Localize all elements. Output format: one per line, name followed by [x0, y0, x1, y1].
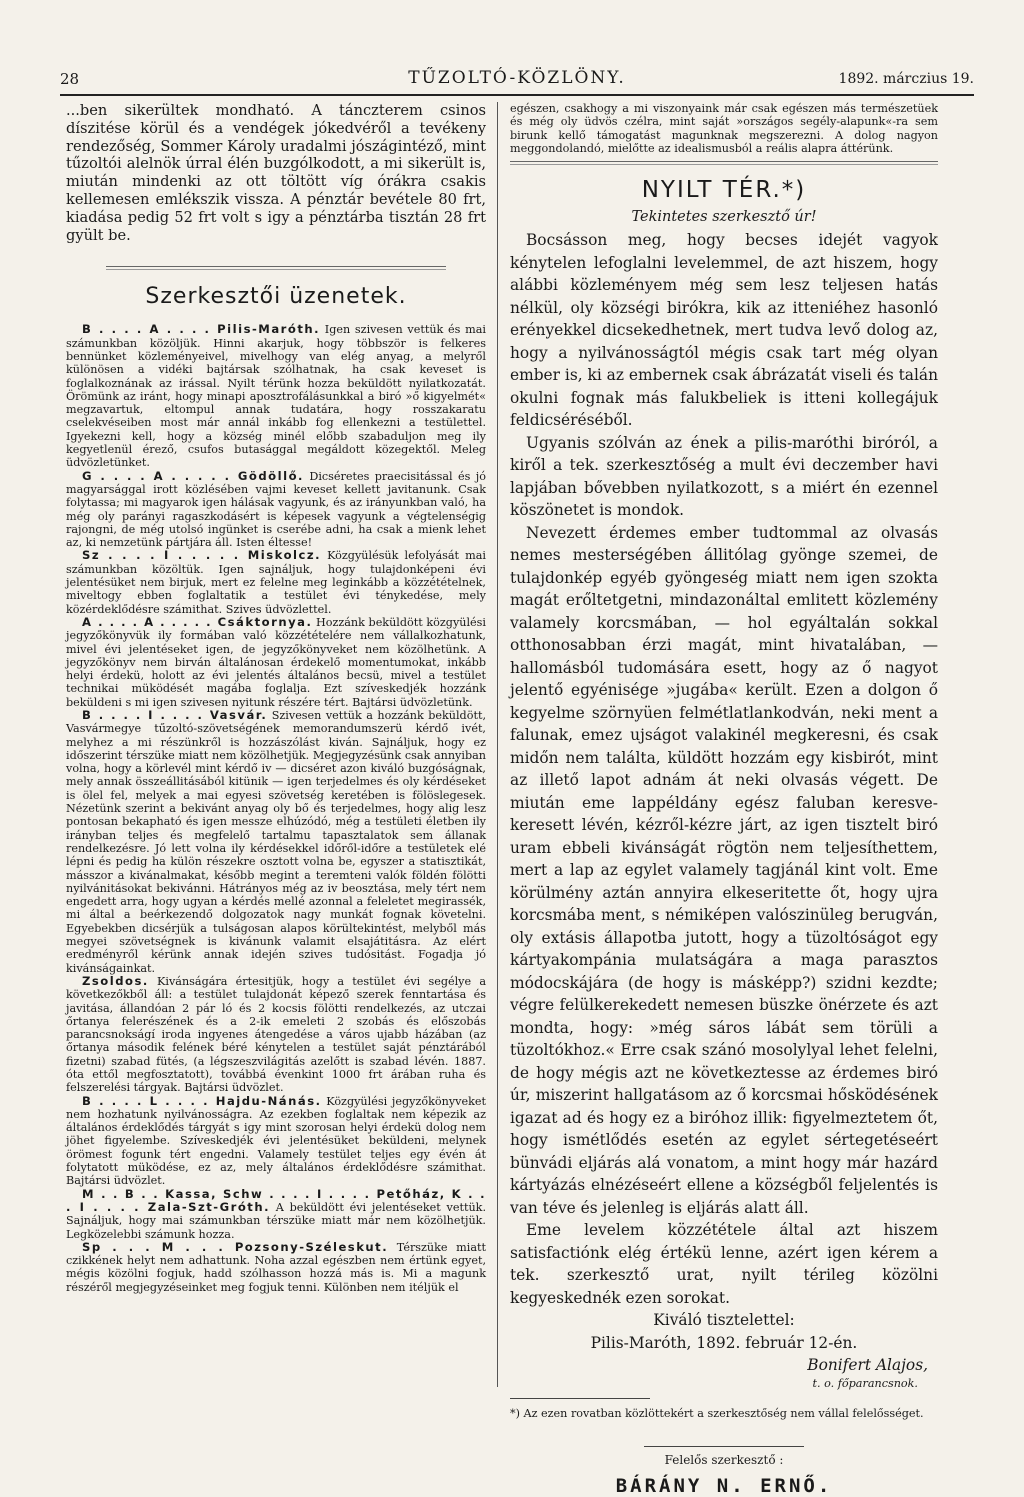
- intro-paragraph: ...ben sikerültek mondható. A tánczterem csinos díszitése körül és a vendégek jókedvéről a tevékeny rendezőség, Sommer Károly uradalmi jószágintéző, mint tűzoltói alelnök úrral élén buzgólkodott, a mi sikerült is, miután mindenki az ott töltött víg órákra csakis kellemesen emlékszik vissza. A pénztár bevétele 80 frt, kiadása pedig 52 frt volt s igy a pénztárba tisztán 28 frt gyült be.: [66, 102, 486, 244]
- letter-paragraph: Ugyanis szólván az ének a pilis-maróthi biróról, a kiről a tek. szerkesztőség a mult évi deczember havi lapjában bővebben nyilatkozott, s a miért én ezennel köszönetet is mondok.: [510, 433, 938, 520]
- message-text: Közgyülési jegyzőkönyveket nem hozhatunk nyilvánosságra. Az ezekben foglaltak nem képezik az általános érdeklődés tárgyát s igy mint szorosan helyi érdekü dolog nem jöhet figyelembe. Szíveskedjék évi jelentésüket beküldeni, melynek örömest fogunk tért engedni. Valamely testület teljes egy évén át folytatott müködése, ez az, mely általános érdeklődésre számithat. Bajtársi üdvözlet.: [66, 1094, 486, 1188]
- message-item: [66, 1241, 486, 1294]
- editor-label: Felelős szerkesztő :: [664, 1452, 784, 1467]
- signature: Bonifert Alajos,: [807, 1356, 928, 1375]
- editor-rule: [644, 1446, 804, 1447]
- message-heading: Zsoldos.: [82, 973, 149, 988]
- salutation: Tekintetes szerkesztő úr!: [631, 209, 817, 226]
- message-item: [66, 975, 486, 1095]
- message-text: A beküldött évi jelentéseket vettük. Sajnáljuk, hogy mai számunkban térszüke miatt már nem közölhetjük. Legközelebbi számunk hozza.: [66, 1200, 486, 1241]
- page-number: 28: [60, 70, 80, 88]
- footnote: *) Az ezen rovatban közlöttekért a szerkesztőség nem vállal felelősséget.: [510, 1406, 924, 1420]
- letter-paragraph: Eme levelem közzététele által azt hiszem satisfactiónk elég értékü lenne, azért igen kérem a tek. szerkesztő urat, nyilt térileg közölni kegyeskednék ezen sorokat.: [510, 1221, 938, 1307]
- issue-date: 1892. márczius 19.: [838, 71, 974, 87]
- letter-paragraph: Nevezett érdemes ember tudtommal az olvasás nemes mesterségében állitólag gyönge szemei, de tulajdonkép egyéb gyöngeség miatt nem igen szokta magát erőltetgetni, mindazonáltal emlitett közlemény valamely korcsmában, — hol egyáltalán sokkal otthonosabban érzi magát, mint hivatalában, — hallomásból tudomására esett, hogy az ő nagyot jelentő egyénisége »jugába« került. Ezen a dolgon ő kegyelme szörnyüen felmétlatlankodván, neki ment a falunak, emez ujságot valakinél megkeresni, és csak midőn nem találta, küldött hozzám egy kisbirót, mint az illető lapot adnám át neki olvasás végett. De miután eme lappéldány egész faluban keresve-keresett lévén, kézről-kézre járt, az igen tisztelt biró uram ebbeli kivánságát rögtön nem teljesíthettem, mert a lap az egylet valamely tagjánál kint volt. Eme körülmény aztán annyira elkeseritette őt, hogy ujra korcsmába ment, s némiképen valószinüleg berugván, oly extásis állapotba jutott, hogy a tüzoltóságot egy kártyakompánia mulatságára a maga parasztos módocskájára (de hogy is másképp?) szidni kezdte; végre felülkerekedett nemesen büszke önérzete és azt mondta, hogy: »még sáros lábát sem törüli a tüzoltókhoz.« Erre csak szánó mosolylyal lehet felelni, de hogy mégis azt ne következtesse az érdemes biró úr, miszerint hallgatásom az ő korcsmai hősködésének igazat ad és hogy ez a biróhoz illik: figyelmeztetem őt, hogy ismétlődés esetén az egylet sértegetéseért bünvádi eljárás alá vonatom, a mint hogy már hazárd kártyázás elnézéseért ellene a községből feljelentés is van téve és jelenleg is eljárás alatt áll.: [510, 523, 938, 1217]
- message-item: [66, 709, 486, 975]
- message-text: Igen szivesen vettük és mai számunkban közöljük. Hinni akarjuk, hogy többször is felkeres bennünket közleményeivel, mivelhogy van elég anyag, a melyről különösen a vidéki bajtársak szólhatnak, ha csak keveset is foglalkoznának az irással. Nyilt térünk hozza beküldött nyilatkozatát. Örömünk az iránt, hogy minapi aposztrofálásunkkal a biró »ő kigyelmét« megzavartuk, eltompul annak tudatára, hogy rosszakaratu cselekvéseiben most már annál inkább fog ellenkezni a testülettel. Igyekezni kell, hogy a község minél előbb szabaduljon meg ily kegyetlenül érező, csufos butasággal megáldott közegektől. Meleg üdvözletünket.: [66, 323, 486, 470]
- footnote-rule: [510, 1398, 650, 1399]
- message-text: Közgyülésük lefolyását mai számunkban közöltük. Igen sajnáljuk, hogy tulajdonképeni évi jelentésüket nem birjuk, mert ez felelne meg leginkább a közzétételnek, miveltogy ebben foglaltatik a testület évi ténykedése, mely közérdeklődésre számithat. Szives üdvözlettel.: [66, 549, 486, 616]
- message-heading: B . . . . I . . . . Vasvár.: [82, 707, 268, 722]
- editor-name: BÁRÁNY N. ERNŐ.: [615, 1474, 833, 1497]
- message-heading: G . . . . A . . . . . Gödöllő.: [82, 468, 304, 483]
- continued-text: egészen, csakhogy a mi viszonyaink már csak egészen más természetüek és még oly üdvös czélra, mint saját »országos segély-alapunk«-ra sem birunk kellő támogatást magunknak megszerezni. A dolog nagyon meggondolandó, mielőtte az idealismusból a reális alapra áttérünk.: [510, 102, 938, 155]
- message-heading: B . . . . A . . . . Pilis-Maróth.: [82, 322, 321, 337]
- closing: Kiváló tisztelettel:: [653, 1311, 795, 1330]
- message-item: [66, 323, 486, 469]
- message-text: Szivesen vettük a hozzánk beküldött, Vasvármegye tűzoltó-szövetségének memorandumszerü kérdő ivét, melyhez a mi részünkről is hozzászólást kiván. Sajnáljuk, hogy ez időszerint térszüke miatt nem közölhetjük. Megjegyzésünk csak annyiban volna, hogy a körlevél mint kérdő iv — dicséret azon kiváló buzgóságnak, mely annak összeállitásából kitünik — igen terjedelmes és oly kérdéseket is ölel fel, melyek a mai egyesi szövetség keretében is fölöslegesek. Nézetünk szerint a bekivánt anyag oly bő és terjedelmes, hogy alig lesz pontosan bekapható és igen messze elhúzódó, még a testületi életben ily irányban teljes és megfelelő tartalmu tapasztalatok sem állanak rendelkezésre. Jó lett volna ily kérdésekkel időről-időre a testületek elé lépni és pedig ha külön részekre osztott volna be, egyszer a statisztikát, másszor a kivánalmakat, később megint a teremteni valók földén fölötti nyilvánitásokat bekivánni. Hátrányos még az iv beosztása, mely tért nem engedett arra, hogy ugyan a kérdés mellé azonnal a feleletet megirassék, mi által a beérkezendő dolgozatok nagy munkát fognak követelni. Egyebekben dicsérjük a tulságosan alapos körültekintést, melyből más megyei szövetségnek is kivánunk valamit elsajátitásra. Az elért eredményről kérünk annak idején szives tudósitást. Fogadja jó kivánságainkat.: [66, 708, 486, 975]
- message-item: [66, 470, 486, 550]
- letter-body: [510, 229, 938, 1309]
- right-column: [510, 102, 938, 1497]
- editor-messages: [66, 323, 486, 1294]
- page-header: [60, 62, 974, 96]
- section-rule: [106, 266, 446, 270]
- message-text: Térszüke miatt czikkének helyt nem adhattunk. Noha azzal egészben nem értünk egyet, mégis közölni fogjuk, hadd szólhasson hozzá más is. Mi a magunk részéről megjegyzéseinket meg fogjuk tenni. Különben nem itéljük el: [66, 1240, 486, 1294]
- message-text: Hozzánk beküldött közgyülési jegyzőkönyvük ily formában való közzétételére nem vállalkozhatunk, mivel évi jelentéseket igen, de jegyzőkönyveket nem közölhetünk. A jegyzőkönyv nem birván általánosan érdekelő momentumokat, inkább helyi érdekü, holott az évi jelentés általános becsü, mivel a testület technikai müködését magába foglalja. Ezt szíveskedjék hozzánk beküldeni s mi igen szivesen nyitunk részére tért. Bajtársi üdvözletünk.: [66, 615, 486, 709]
- message-heading: M . . B . . Kassa, Schw . . . . I . . . . Petőház, K . . . I . . . . Zala-Szt-Gróth.: [66, 1186, 486, 1214]
- message-heading: Sz . . . . I . . . . . Miskolcz.: [82, 548, 322, 563]
- section-rule: [510, 161, 938, 165]
- message-heading: Sp . . . M . . . Pozsony-Széleskut.: [82, 1239, 389, 1254]
- message-text: Kivánságára értesitjük, hogy a testület évi segélye a következőkből áll: a testület tulajdonát képező szerek fenntartása és javitása, állandóan 2 pár ló és 2 kocsis fölötti rendelkezés, az utczai őrtanya felerészének és a 2-ik emeleti 2 szobás és előszobás parancsnokságí iroda ingyenes átengedése a város ujabb házában (az őrtanya második felének béré kénytelen a testület saját pénztárából fizetni) szabad fütés, (a légszeszvilágitás azelőtt is szabad lévén. 1887. óta ettől megfosztatott), továbbá évenkint 1000 frt árában ruha és felszerelési tárgyak. Bajtársi üdvözlet.: [66, 974, 486, 1095]
- message-item: [66, 1095, 486, 1188]
- letter-paragraph: Bocsásson meg, hogy becses idejét vagyok kénytelen lefoglalni levelemmel, de azt hiszem, hogy alábbi közleményem még sem lesz teljesen hatás nélkül, oly községi birókra, kik az itteniéhez hasonló erényekkel dicsekedhetnek, mert tudva levő dolog az, hogy a nyilvánosságtól mégis csak tart még olyan ember is, ki az embernek csak ábrázatát viseli és talán okulni fognak más falukbeliek is itteni kollegájuk feldicséréséből.: [510, 231, 938, 430]
- signature-title: t. o. főparancsnok.: [812, 1376, 918, 1390]
- message-item: [66, 1188, 486, 1241]
- masthead-title: TŰZOLTÓ-KÖZLÖNY.: [408, 68, 626, 88]
- left-column: [66, 102, 486, 1294]
- message-heading: B . . . . L . . . . Hajdu-Nánás.: [82, 1093, 322, 1108]
- column-divider: [497, 102, 498, 1387]
- message-heading: A . . . . A . . . . . Csáktornya.: [82, 614, 313, 629]
- section-title: Szerkesztői üzenetek.: [145, 284, 407, 310]
- message-item: [66, 549, 486, 615]
- message-item: [66, 616, 486, 709]
- nyilt-ter-title: NYILT TÉR.*): [641, 177, 807, 204]
- place-date: Pilis-Maróth, 1892. február 12-én.: [590, 1333, 858, 1352]
- message-text: Dicséretes praecisitással és jó magyarsággal irott közlésében vajmi keveset kellett javitanunk. Csak folytassa; mi magyarok igen hálásak vagyunk, és az irányunkban való, ha még oly parányi ragaszkodásért is képesek vagyunk a végtelenségig rajongni, de még utolsó ingünket is cserébe adni, ha csak a mienk lehet az, ki nemzetünk pártjára áll. Isten éltesse!: [66, 469, 487, 550]
